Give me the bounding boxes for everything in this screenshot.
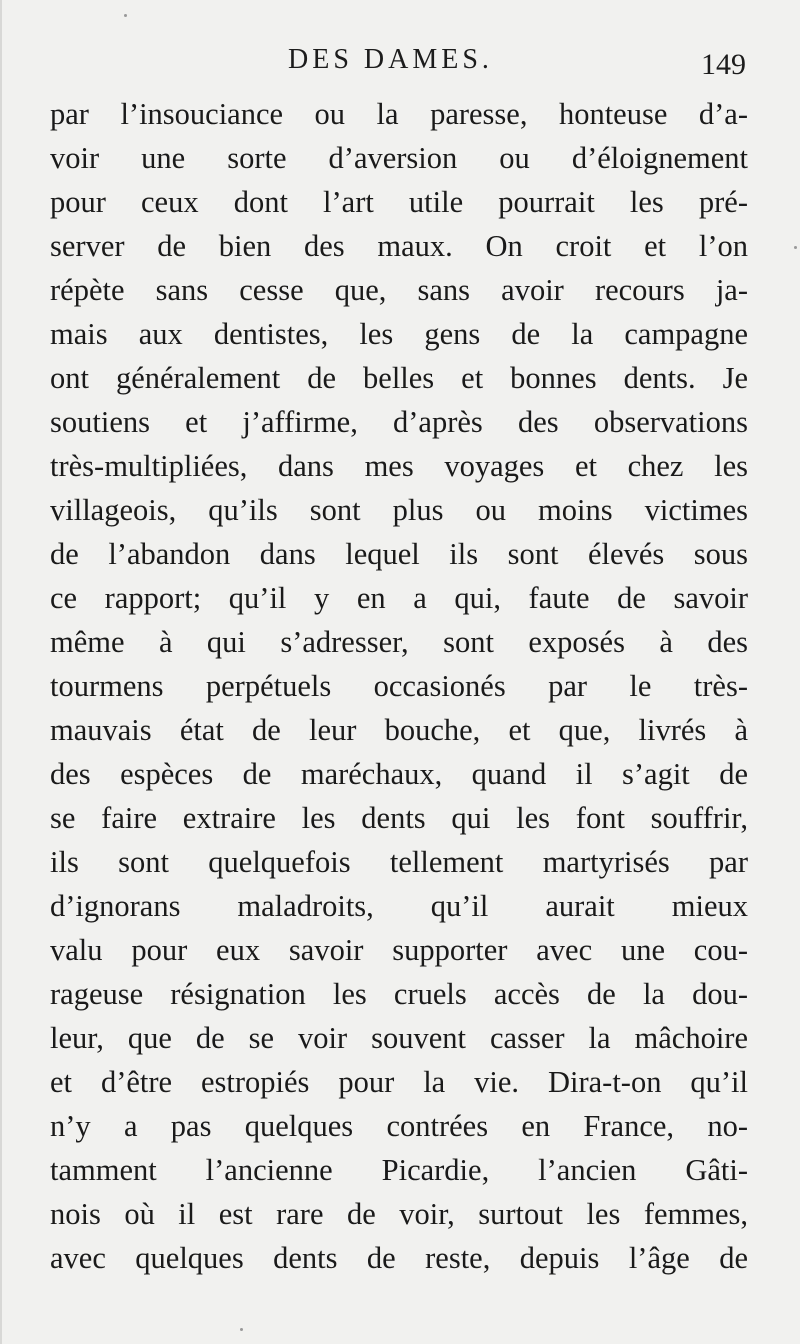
text-line: d’ignorans maladroits, qu’il aurait mieux: [50, 889, 748, 923]
text-line: répète sans cesse que, sans avoir recours ja-: [50, 273, 748, 307]
text-line: et d’être estropiés pour la vie. Dira-t-on qu’il: [50, 1065, 748, 1099]
text-line: mais aux dentistes, les gens de la campagne: [50, 317, 748, 351]
text-line: même à qui s’adresser, sont exposés à des: [50, 625, 748, 659]
paper-speck: [794, 246, 797, 249]
text-line: ils sont quelquefois tellement martyrisés par: [50, 845, 748, 879]
page-number: 149: [701, 48, 746, 81]
text-line: pour ceux dont l’art utile pourrait les pré-: [50, 185, 748, 219]
body-text: [50, 92, 748, 1280]
text-line: se faire extraire les dents qui les font souffrir,: [50, 801, 748, 835]
text-line: de l’abandon dans lequel ils sont élevés sous: [50, 537, 748, 571]
paper-speck: [240, 1328, 243, 1331]
text-line: soutiens et j’affirme, d’après des observations: [50, 405, 748, 439]
text-line: valu pour eux savoir supporter avec une cou-: [50, 933, 748, 967]
text-line: voir une sorte d’aversion ou d’éloignement: [50, 141, 748, 175]
text-line: leur, que de se voir souvent casser la mâchoire: [50, 1021, 748, 1055]
text-line: n’y a pas quelques contrées en France, no-: [50, 1109, 748, 1143]
text-line: server de bien des maux. On croit et l’on: [50, 229, 748, 263]
text-line: nois où il est rare de voir, surtout les femmes,: [50, 1197, 748, 1231]
text-line: ont généralement de belles et bonnes dents. Je: [50, 361, 748, 395]
text-line: avec quelques dents de reste, depuis l’âge de: [50, 1241, 748, 1275]
text-line: tamment l’ancienne Picardie, l’ancien Gâti-: [50, 1153, 748, 1187]
text-line: des espèces de maréchaux, quand il s’agit de: [50, 757, 748, 791]
text-line: ce rapport; qu’il y en a qui, faute de savoir: [50, 581, 748, 615]
paper-speck: [124, 14, 127, 17]
text-line: rageuse résignation les cruels accès de la dou-: [50, 977, 748, 1011]
running-head: [50, 44, 750, 84]
text-line: par l’insouciance ou la paresse, honteuse d’a-: [50, 97, 748, 131]
text-line: villageois, qu’ils sont plus ou moins victimes: [50, 493, 748, 527]
text-line: mauvais état de leur bouche, et que, livrés à: [50, 713, 748, 747]
text-line: tourmens perpétuels occasionés par le très-: [50, 669, 748, 703]
text-line: très-multipliées, dans mes voyages et chez les: [50, 449, 748, 483]
running-title: DES DAMES.: [288, 44, 493, 75]
